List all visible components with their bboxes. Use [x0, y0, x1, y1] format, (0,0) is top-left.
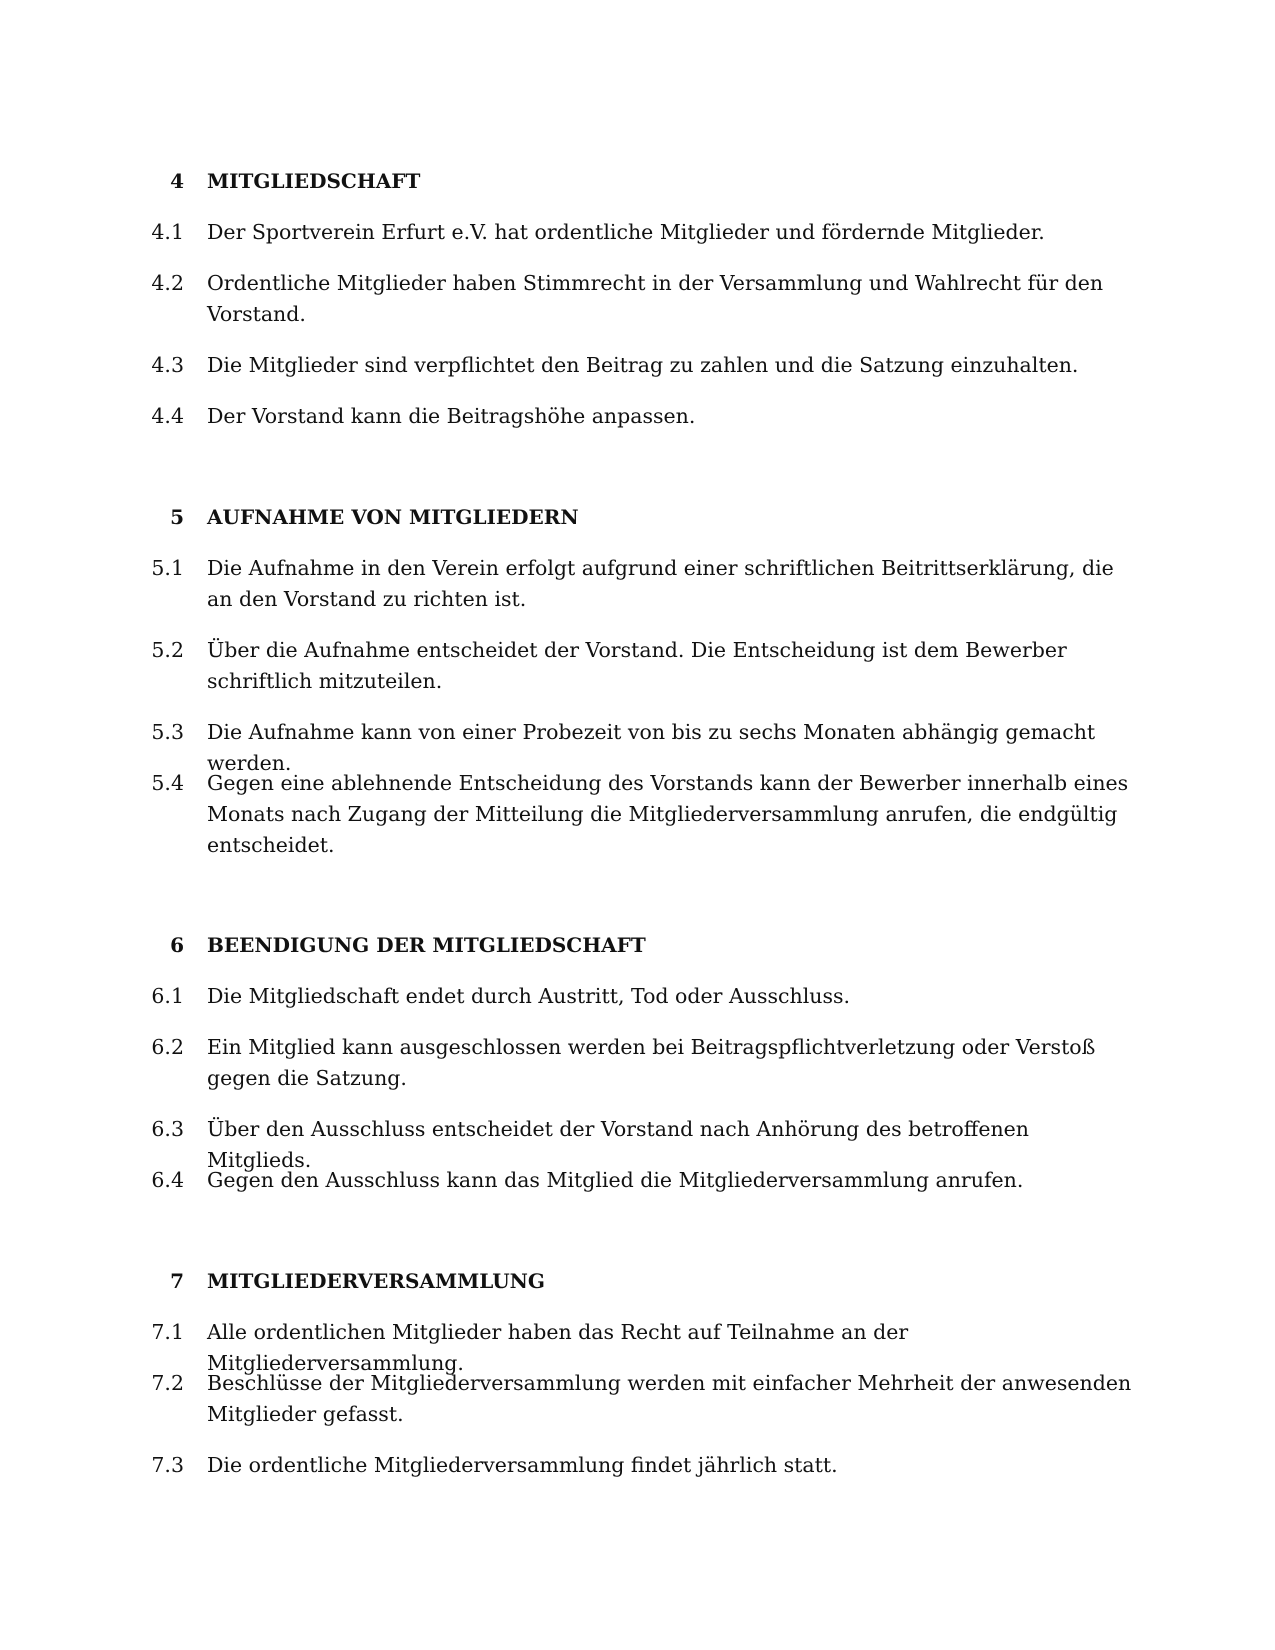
section-number: 5	[170, 505, 184, 529]
clause-text: Der Sportverein Erfurt e.V. hat ordentliche Mitglieder und fördernde Mitglieder.	[207, 220, 1045, 244]
section-title: MITGLIEDERVERSAMMLUNG	[207, 1269, 546, 1293]
clause-text: Die Aufnahme kann von einer Probezeit von bis zu sechs Monaten abhängig gemacht werden.	[207, 720, 1096, 775]
clause-number: 5.1	[151, 556, 184, 580]
clause-text: Die Mitgliedschaft endet durch Austritt, Tod oder Ausschluss.	[207, 984, 851, 1008]
clause-number: 6.4	[151, 1168, 184, 1192]
clause-text: Über den Ausschluss entscheidet der Vorstand nach Anhörung des betroffenen Mitglieds.	[207, 1117, 1029, 1172]
clause-text: Die Aufnahme in den Verein erfolgt aufgrund einer schriftlichen Beitrittserklärung, die an den Vorstand zu richten ist.	[207, 556, 1114, 611]
clause-number: 5.4	[151, 771, 184, 795]
section-title: AUFNAHME VON MITGLIEDERN	[207, 505, 579, 529]
clause-number: 7.3	[151, 1453, 184, 1477]
clause-text: Alle ordentlichen Mitglieder haben das Recht auf Teilnahme an der Mitgliederversammlung.	[207, 1320, 909, 1375]
clause-text: Ordentliche Mitglieder haben Stimmrecht in der Versammlung und Wahlrecht für den Vorstand.	[207, 271, 1104, 326]
clause-number: 4.2	[151, 271, 184, 295]
clause-text: Über die Aufnahme entscheidet der Vorstand. Die Entscheidung ist dem Bewerber schriftlich mitzuteilen.	[207, 638, 1067, 693]
clause-text: Gegen den Ausschluss kann das Mitglied die Mitgliederversammlung anrufen.	[207, 1168, 1024, 1192]
section-title: BEENDIGUNG DER MITGLIEDSCHAFT	[207, 933, 646, 957]
clause-number: 5.3	[151, 720, 184, 744]
clause-text: Gegen eine ablehnende Entscheidung des Vorstands kann der Bewerber innerhalb eines Monats nach Zugang der Mitteilung die Mitgliederversammlung anrufen, die endgültig entscheidet.	[207, 771, 1129, 857]
clause-number: 7.1	[151, 1320, 184, 1344]
clause-text: Ein Mitglied kann ausgeschlossen werden bei Beitragspflichtverletzung oder Verstoß gegen die Satzung.	[207, 1035, 1096, 1090]
clause-number: 4.4	[151, 404, 184, 428]
clause-text: Die ordentliche Mitgliederversammlung findet jährlich statt.	[207, 1453, 838, 1477]
clause-number: 4.3	[151, 353, 184, 377]
clause-number: 5.2	[151, 638, 184, 662]
clause-number: 6.2	[151, 1035, 184, 1059]
section-number: 6	[170, 933, 184, 957]
clause-text: Beschlüsse der Mitgliederversammlung werden mit einfacher Mehrheit der anwesenden Mitglieder gefasst.	[207, 1371, 1132, 1426]
clause-number: 6.3	[151, 1117, 184, 1141]
clause-text: Der Vorstand kann die Beitragshöhe anpassen.	[207, 404, 696, 428]
clause-number: 6.1	[151, 984, 184, 1008]
clause-text: Die Mitglieder sind verpflichtet den Beitrag zu zahlen und die Satzung einzuhalten.	[207, 353, 1079, 377]
section-number: 4	[170, 169, 184, 193]
clause-number: 7.2	[151, 1371, 184, 1395]
section-title: MITGLIEDSCHAFT	[207, 169, 421, 193]
clause-number: 4.1	[151, 220, 184, 244]
section-number: 7	[170, 1269, 184, 1293]
